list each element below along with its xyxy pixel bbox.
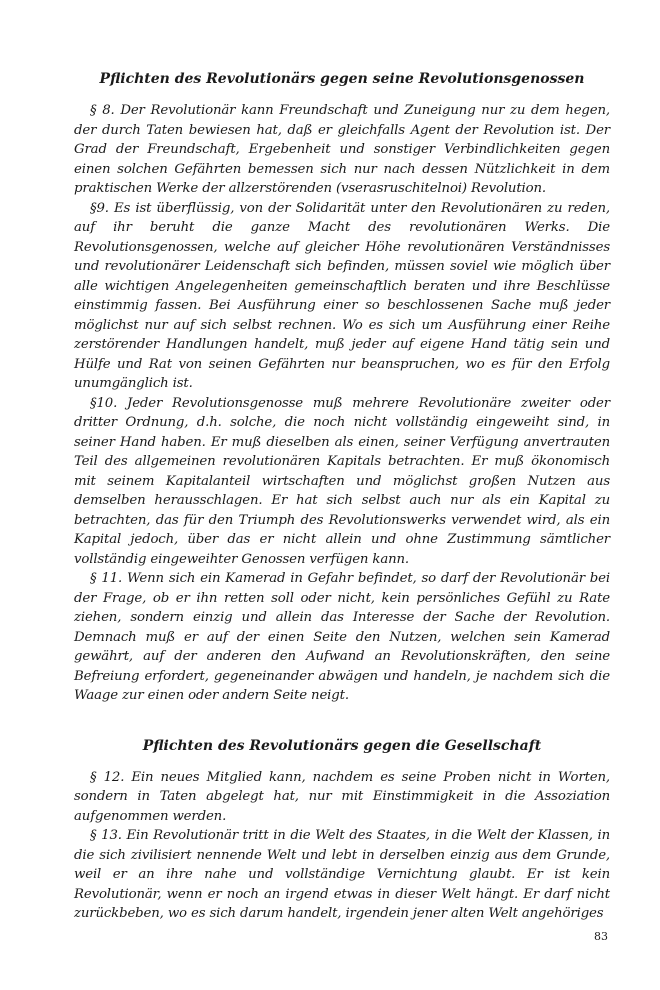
page-number: 83 xyxy=(594,930,608,943)
page-body xyxy=(74,68,610,924)
section-heading-revolutionsgenossen: Pflichten des Revolutionärs gegen seine Revolutionsgenossen xyxy=(99,71,585,87)
paragraph-13: § 13. Ein Revolutionär tritt in die Welt des Staates, in die Welt der Klassen, in die sich zivilisiert nennende Welt und lebt in derselben einzig aus dem Grunde, weil er an ihre nahe und vollständige Vernichtung glaubt. Er ist kein Revolutionär, wenn er noch an irgend etwas in dieser Welt hängt. Er darf nicht zurückbeben, wo es sich darum handelt, irgendein jener alten Welt angehöriges xyxy=(74,828,610,921)
paragraph-9: §9. Es ist überflüssig, von der Solidarität unter den Revolutionären zu reden, auf ihr beruht die ganze Macht des revolutionären Werks. Die Revolutionsgenossen, welche auf gleicher Höhe revolutionären Verständnisses und revolutionärer Leidenschaft sich befinden, müssen soviel wie möglich über alle wichtigen Angelegenheiten gemeinschaftlich beraten und ihre Beschlüsse einstimmig fassen. Bei Ausführung einer so beschlossenen Sache muß jeder möglichst nur auf sich selbst rechnen. Wo es sich um Ausführung einer Reihe zerstörender Handlungen handelt, muß jeder auf eigene Hand tätig sein und Hülfe und Rat von seinen Gefährten nur beanspruchen, wo es für den Erfolg unumgänglich ist. xyxy=(74,200,610,391)
paragraph-8: § 8. Der Revolutionär kann Freundschaft und Zuneigung nur zu dem hegen, der durch Taten bewiesen hat, daß er gleichfalls Agent der Revolution ist. Der Grad der Freundschaft, Ergebenheit und sonstiger Verbindlichkeiten gegen einen solchen Gefährten bemessen sich nur nach dessen Nützlichkeit in dem praktischen Werke der allzerstörenden (vserasruschitelnoi) Revolution. xyxy=(74,103,610,196)
section-heading-gesellschaft: Pflichten des Revolutionärs gegen die Gesellschaft xyxy=(142,737,542,754)
paragraph-10: §10. Jeder Revolutionsgenosse muß mehrere Revolutionäre zweiter oder dritter Ordnung, d.h. solche, die noch nicht vollständig eingeweiht sind, in seiner Hand haben. Er muß dieselben als einen, seiner Verfügung anvertrauten Teil des allgemeinen revolutionären Kapitals betrachten. Er muß ökonomisch mit seinem Kapitalanteil wirtschaften und möglichst großen Nutzen aus demselben herausschlagen. Er hat sich selbst auch nur als ein Kapital zu betrachten, das für den Triumph des Revolutionswerks verwendet wird, als ein Kapital jedoch, über das er nicht allein und ohne Zustimmung sämtlicher vollständig eingeweihter Genossen verfügen kann. xyxy=(74,395,610,567)
paragraph-12: § 12. Ein neues Mitglied kann, nachdem es seine Proben nicht in Worten, sondern in Taten abgelegt hat, nur mit Einstimmigkeit in die Assoziation aufgenommen werden. xyxy=(74,769,610,824)
paragraph-11: § 11. Wenn sich ein Kamerad in Gefahr befindet, so darf der Revolutionär bei der Frage, ob er ihn retten soll oder nicht, kein persönliches Gefühl zu Rate ziehen, sondern einzig und allein das Interesse der Sache der Revolution. Demnach muß er auf der einen Seite den Nutzen, welchen sein Kamerad gewährt, auf der anderen den Aufwand an Revolutionskräften, den seine Befreiung erfordert, gegeneinander abwägen und handeln, je nachdem sich die Waage zur einen oder andern Seite neigt. xyxy=(74,571,610,703)
